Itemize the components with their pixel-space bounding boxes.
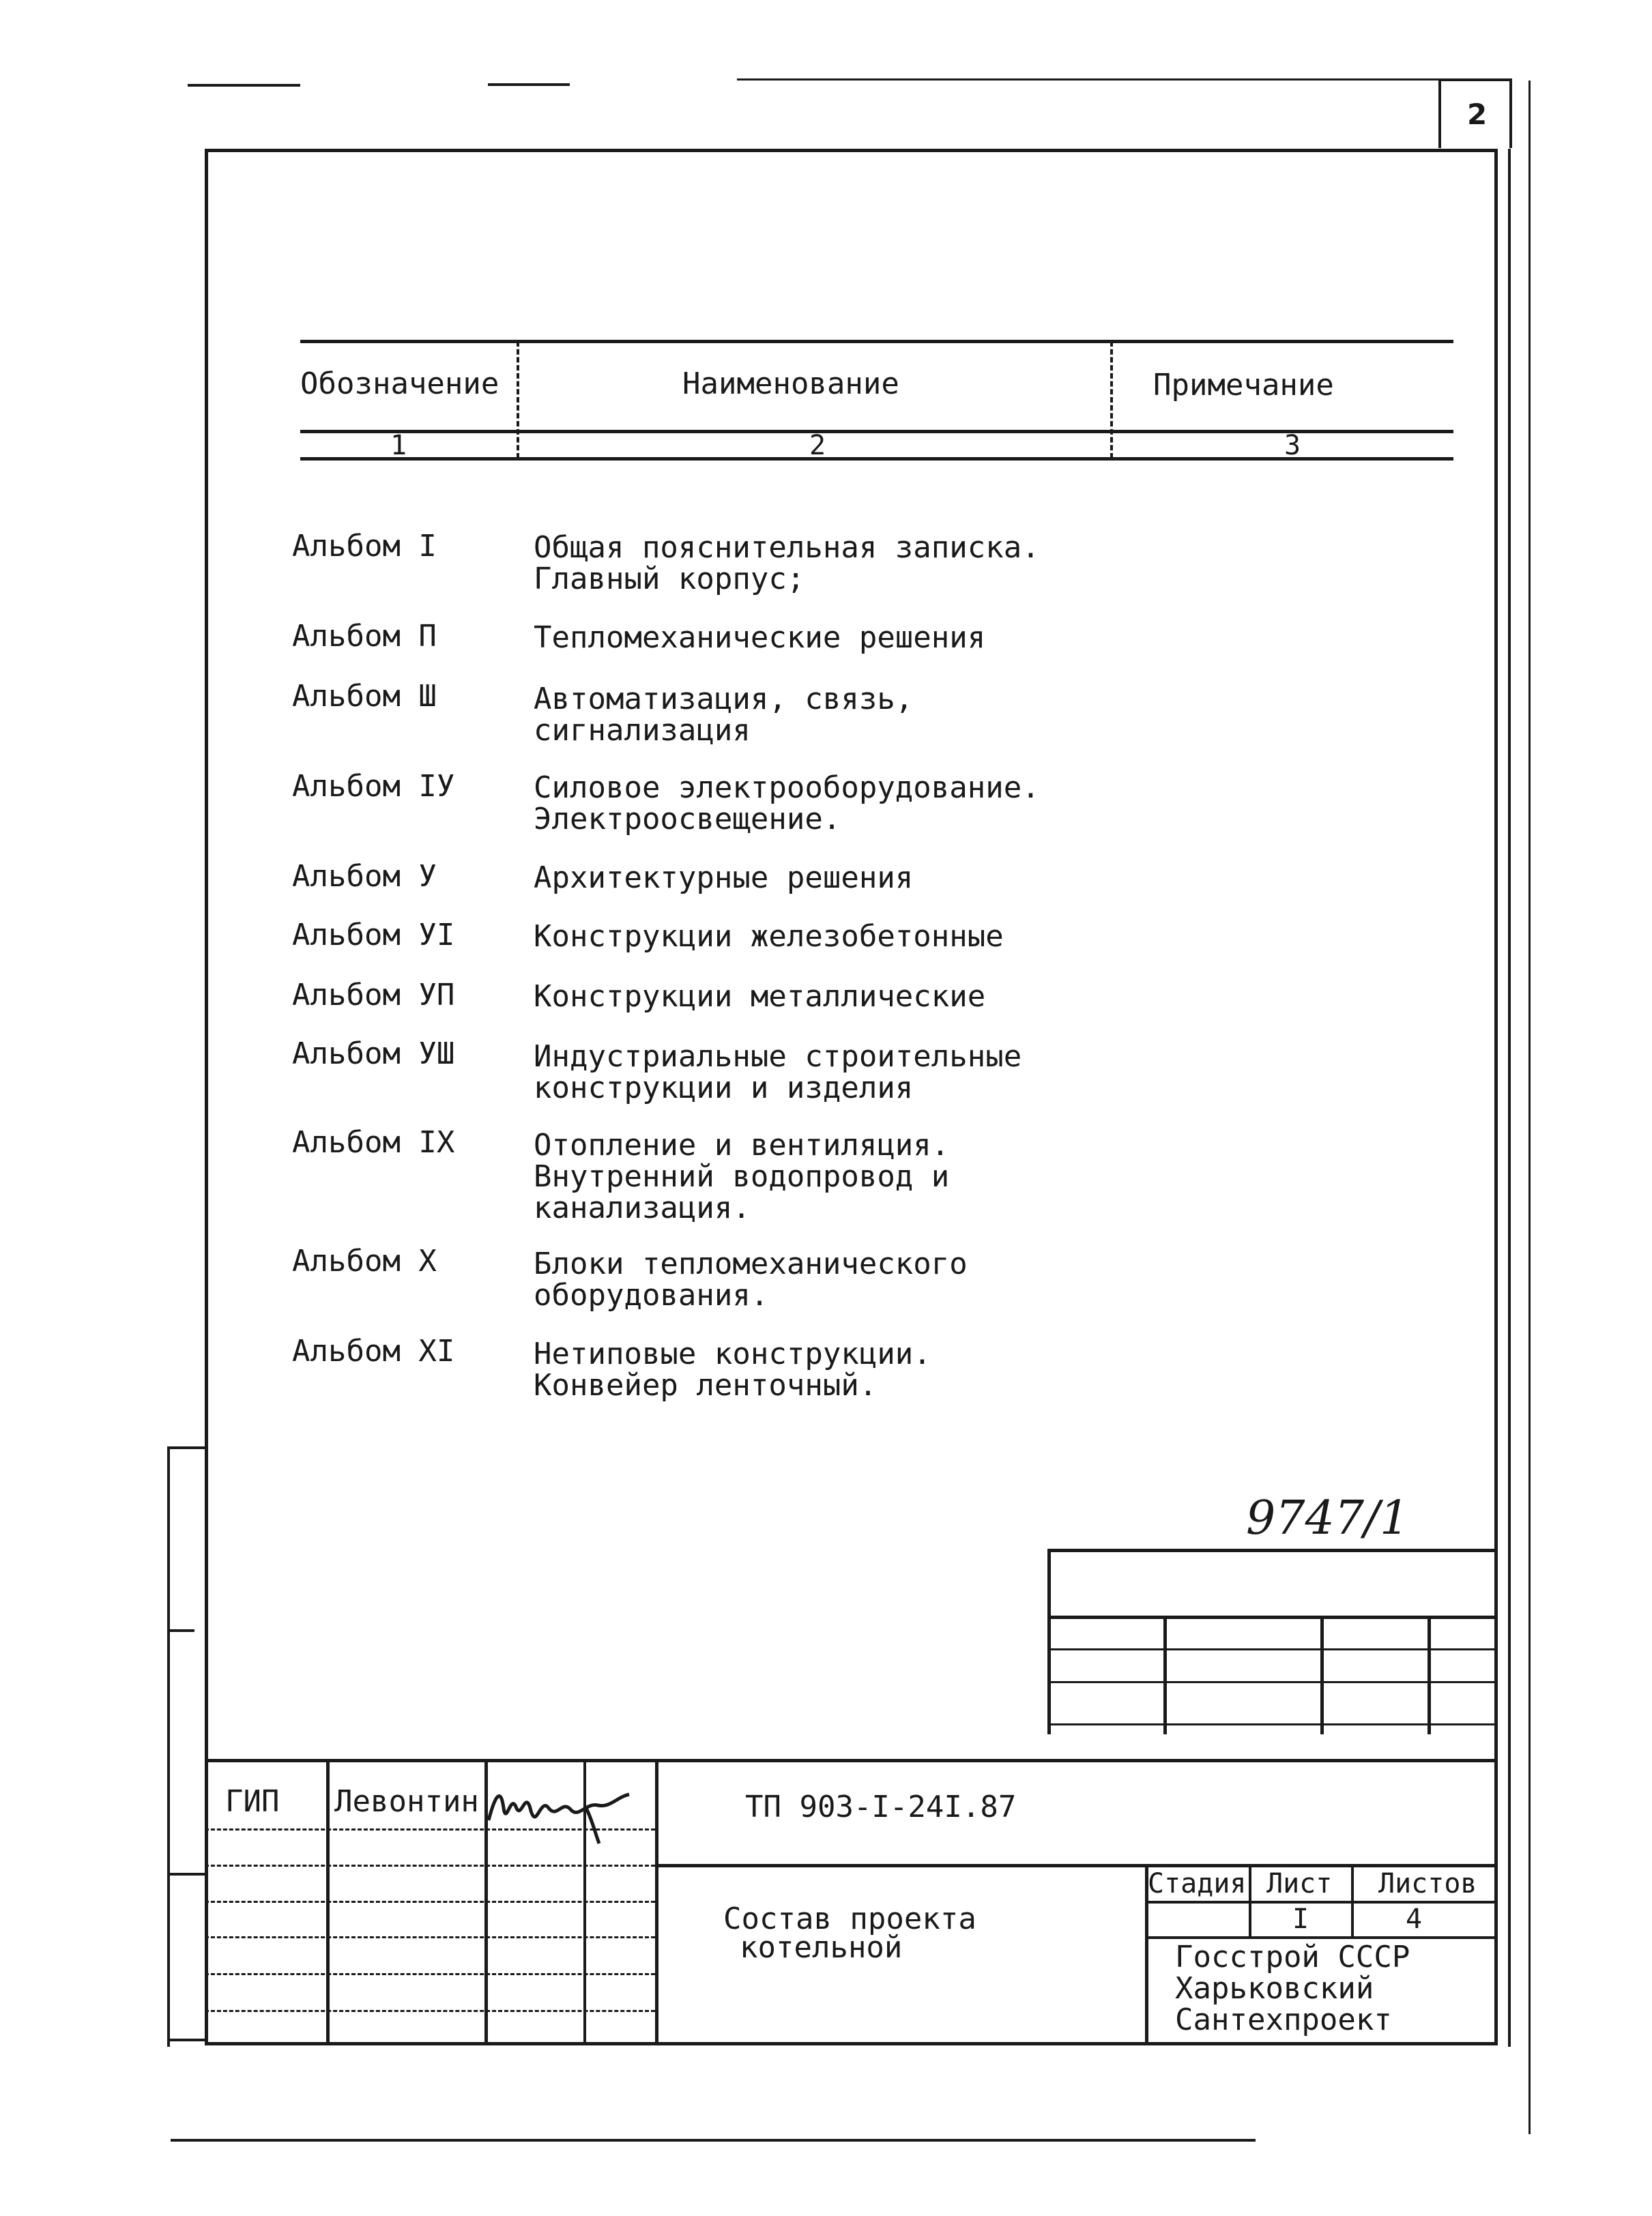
page-number: 2 xyxy=(1467,98,1488,131)
sheet-value: I xyxy=(1292,1904,1309,1935)
row-name: Нетиповые конструкции. Конвейер ленточный. xyxy=(534,1337,931,1403)
title-block-divider xyxy=(655,1864,1498,1867)
binding-tick-1 xyxy=(167,1446,208,1449)
title-block-row-3 xyxy=(205,1901,655,1903)
stamp-grid-col-2 xyxy=(1320,1617,1324,1734)
row-code: Альбом I xyxy=(292,529,437,564)
sheets-label: Листов xyxy=(1378,1868,1477,1899)
stage-label: Стадия xyxy=(1148,1868,1247,1899)
title-block-row-2 xyxy=(205,1865,655,1867)
document-title-line1: Состав проекта xyxy=(723,1901,976,1936)
row-code: Альбом IX xyxy=(292,1125,455,1160)
row-name: Силовое электрооборудование. Электроосвещение. xyxy=(534,770,1040,836)
column-number-3: 3 xyxy=(1284,430,1301,461)
organization-line1: Госстрой СССР xyxy=(1175,1940,1410,1974)
row-name: Отопление и вентиляция. Внутренний водопровод и канализация. xyxy=(534,1128,950,1225)
top-mark-left xyxy=(188,84,300,87)
column-number-2: 2 xyxy=(809,430,826,461)
row-name: Индустриальные строительные конструкции и изделия xyxy=(534,1039,1022,1105)
title-block-col-1 xyxy=(326,1760,330,2045)
table-header-divider-2 xyxy=(1110,341,1113,458)
title-block-row-5 xyxy=(205,1973,655,1975)
document-code: ТП 903-I-24I.87 xyxy=(745,1790,1017,1824)
row-name: Общая пояснительная записка. Главный корпус; xyxy=(534,530,1040,596)
frame-right-outer xyxy=(1508,149,1511,2047)
table-header-mid xyxy=(300,430,1453,433)
binding-tick-3 xyxy=(167,1873,208,1876)
row-name: Конструкции металлические xyxy=(534,979,986,1014)
row-name: Блоки тепломеханического оборудования. xyxy=(534,1246,968,1313)
stage-grid-row-1 xyxy=(1145,1901,1498,1904)
frame-right-extension xyxy=(1528,81,1531,2134)
stage-grid-row-2 xyxy=(1145,1936,1498,1939)
header-designation: Обозначение xyxy=(300,366,499,401)
organization-line3: Сантехпроект xyxy=(1175,2002,1392,2037)
organization-line2: Харьковский xyxy=(1175,1971,1374,2006)
title-block-col-4 xyxy=(655,1760,658,2045)
bottom-mark xyxy=(171,2139,1256,2142)
table-header-bottom xyxy=(300,457,1453,461)
surname-label: Левонтин xyxy=(334,1784,479,1819)
row-code: Альбом УI xyxy=(292,918,455,952)
binding-tick-4 xyxy=(167,2039,208,2041)
signature xyxy=(483,1767,640,1849)
stamp-grid-col-1 xyxy=(1163,1617,1167,1734)
sheet-label: Лист xyxy=(1266,1868,1333,1899)
header-note: Примечание xyxy=(1153,368,1334,403)
top-mark-right xyxy=(488,83,570,86)
stamp-grid-col-3 xyxy=(1428,1617,1431,1734)
title-block-top xyxy=(205,1759,1498,1762)
binding-tick-2 xyxy=(167,1629,194,1632)
row-code: Альбом IУ xyxy=(292,769,455,804)
page-top-border xyxy=(737,78,1512,81)
title-block-row-4 xyxy=(205,1936,655,1938)
column-number-1: 1 xyxy=(390,430,407,461)
role-label: ГИП xyxy=(225,1784,280,1819)
row-code: Альбом Ш xyxy=(292,679,437,714)
row-code: Альбом П xyxy=(292,619,437,654)
row-code: Альбом У xyxy=(292,859,437,894)
binding-strip-line xyxy=(167,1446,170,2047)
table-header-divider-1 xyxy=(517,341,519,458)
sheets-value: 4 xyxy=(1406,1904,1423,1935)
row-code: Альбом УШ xyxy=(292,1036,455,1071)
document-title-line2: котельной xyxy=(740,1930,903,1965)
title-block-row-6 xyxy=(205,2010,655,2012)
table-header-top xyxy=(300,340,1453,343)
page-number-box xyxy=(1438,78,1512,148)
row-code: Альбом УП xyxy=(292,978,455,1012)
row-name: Тепломеханические решения xyxy=(534,620,986,655)
row-name: Конструкции железобетонные xyxy=(534,919,1004,954)
row-name: Архитектурные решения xyxy=(534,860,914,895)
row-code: Альбом XI xyxy=(292,1334,455,1369)
handwritten-number: 9747/1 xyxy=(1246,1491,1410,1545)
header-name: Наименование xyxy=(682,366,899,401)
row-code: Альбом X xyxy=(292,1244,437,1279)
row-name: Автоматизация, связь, сигнализация xyxy=(534,682,914,748)
